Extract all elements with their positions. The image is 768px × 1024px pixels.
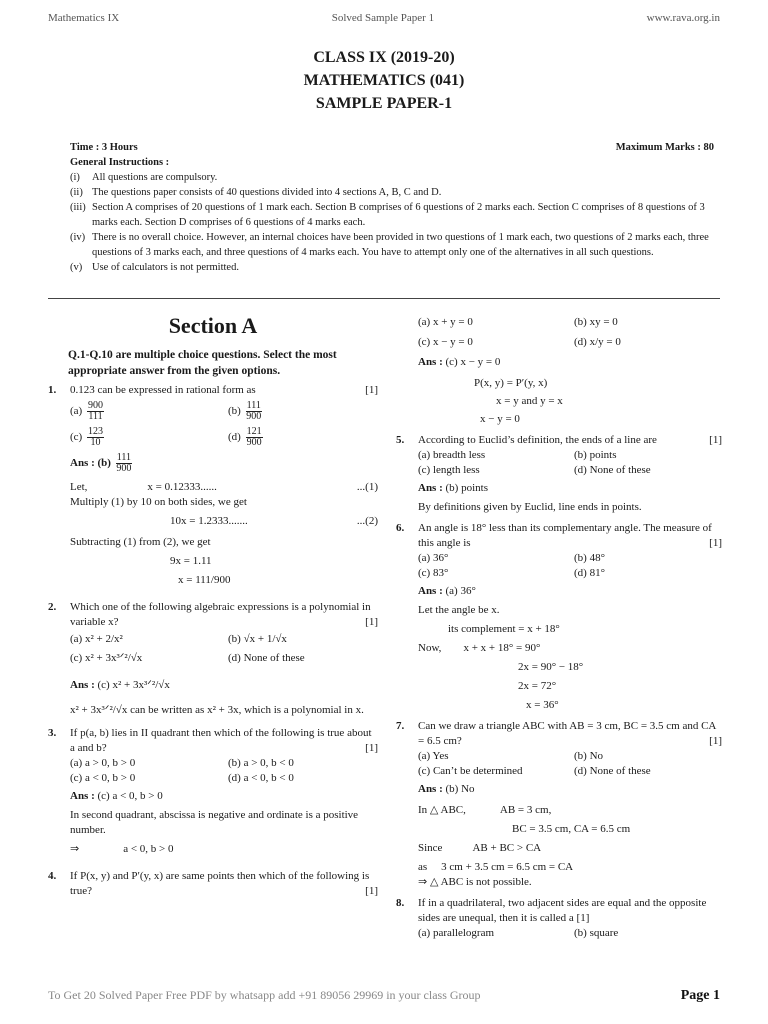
question-1: 1. 0.123 can be expressed in rational form as [1] — [48, 384, 378, 396]
left-column — [48, 312, 378, 899]
working-line: its complement = x + 18° — [448, 623, 560, 635]
instruction-item: (v) Use of calculators is not permitted. — [70, 262, 239, 273]
option-c: (c) x² + 3x³ᐟ²/√x — [70, 652, 143, 664]
question-text: If in a quadrilateral, two adjacent sides are equal and the opposite sides are unequal, then it is called a — [418, 897, 707, 924]
option-b: (b) square — [574, 927, 619, 939]
section-heading: Section A — [168, 313, 258, 338]
option-b: (b) a > 0, b < 0 — [228, 757, 294, 769]
options — [418, 312, 722, 352]
option-c: (c) x − y = 0 — [418, 336, 473, 348]
question-4: 4. If P(x, y) and P′(y, x) are same points then which of the following is true? [1] — [48, 870, 378, 897]
option-a: (a) a > 0, b > 0 — [70, 757, 136, 769]
option-d: (d) 81° — [574, 567, 605, 579]
option-b: (b) No — [574, 750, 604, 762]
instruction-item: (ii) The questions paper consists of 40 questions divided into 4 sections A, B, C and D. — [70, 187, 442, 198]
working-line: Let the angle be x. — [418, 604, 500, 616]
working-line: By definitions given by Euclid, line ends in points. — [418, 501, 642, 513]
option-d: (d) None of these — [228, 652, 305, 664]
options — [418, 551, 722, 581]
mcq-instruction: Q.1-Q.10 are multiple choice questions. Select the most appropriate answer from the given options. — [68, 349, 337, 377]
working-line: ⇒ △ ABC is not possible. — [418, 876, 532, 888]
working-line: 2x = 72° — [518, 680, 557, 692]
option-d: (d) None of these — [574, 765, 651, 777]
option-b: (b) xy = 0 — [574, 316, 618, 328]
option-c: (c) a < 0, b > 0 — [70, 772, 136, 784]
footer-promo: To Get 20 Solved Paper Free PDF by whatsapp add +91 89056 29969 in your class Group — [48, 988, 481, 1002]
working: 10x = 1.2333....... ...(2) — [170, 515, 378, 527]
options — [418, 448, 722, 478]
answer: Ans : (c) a < 0, b > 0 — [70, 790, 163, 802]
option-a: (a) $\frac{900}{111}$ — [70, 399, 103, 422]
working-line: Subtracting (1) from (2), we get — [70, 536, 211, 548]
question-text: 0.123 can be expressed in rational form as — [70, 384, 256, 396]
question-mark: [1] — [709, 434, 722, 446]
header-paper: Solved Sample Paper 1 — [331, 12, 435, 24]
question-3: 3. If p(a, b) lies in II quadrant then which of the following is true about a and b? [1] — [48, 727, 378, 754]
options — [418, 926, 722, 941]
options — [418, 749, 722, 779]
divider — [48, 298, 720, 299]
answer: Ans : (c) x − y = 0 — [418, 356, 501, 368]
working-line: Since AB + BC > CA — [418, 842, 542, 854]
working-line: P(x, y) = P′(y, x) — [474, 377, 548, 389]
running-header — [48, 12, 720, 24]
option-b: (b) $\frac{111}{900}$ — [228, 399, 262, 422]
question-text: Which one of the following algebraic expressions is a polynomial in variable x? — [70, 601, 371, 628]
question-mark: [1] — [709, 735, 722, 747]
question-mark: [1] — [576, 912, 590, 924]
question-mark: [1] — [709, 537, 722, 549]
option-c: (c) Can’t be determined — [418, 765, 523, 777]
instruction-item: (iii) Section A comprises of 20 questions of 1 mark each. Section B comprises of 6 questions of 2 marks each. Section C comprises of 8 questions of 3 marks each. Section D comprises of 6 questions of 4 marks each. — [70, 202, 705, 228]
option-a: (a) 36° — [418, 552, 449, 564]
question-8: 8. If in a quadrilateral, two adjacent sides are equal and the opposite sides are unequal, then it is called a [1] — [396, 897, 707, 924]
answer: Ans : (b) $\frac{111}{900}$ — [70, 452, 132, 474]
option-b: (b) √x + 1/√x — [228, 633, 287, 645]
option-b: (b) 48° — [574, 552, 605, 564]
instruction-item: (i) All questions are compulsory. — [70, 172, 218, 183]
question-mark: [1] — [365, 616, 378, 628]
question-6: 6. An angle is 18° less than its complementary angle. The measure of this angle is [1] — [396, 522, 722, 549]
header-subject: Mathematics IX — [48, 12, 120, 24]
title-class: CLASS IX (2019-20) — [313, 49, 455, 66]
working-line: ⇒ a < 0, b > 0 — [70, 843, 174, 855]
option-d: (d) x/y = 0 — [574, 336, 621, 348]
option-b: (b) points — [574, 449, 617, 461]
question-text: If P(x, y) and P′(y, x) are same points then which of the following is true? — [70, 870, 370, 897]
options — [70, 756, 378, 786]
paper-meta — [70, 140, 714, 275]
footer — [48, 988, 720, 1004]
working-line: In second quadrant, abscissa is negative and ordinate is a positive number. — [70, 809, 359, 836]
working-line: x = 36° — [526, 699, 559, 711]
option-a: (a) x + y = 0 — [418, 316, 473, 328]
option-d: (d) None of these — [574, 464, 651, 476]
option-d: (d) a < 0, b < 0 — [228, 772, 294, 784]
question-mark: [1] — [365, 742, 378, 754]
max-marks-label: Maximum Marks : 80 — [615, 142, 714, 153]
answer: Ans : (b) points — [418, 482, 488, 494]
working-line: In △ ABC, AB = 3 cm, — [418, 804, 552, 816]
paper-titles — [0, 46, 768, 115]
options — [70, 398, 378, 450]
answer: Ans : (a) 36° — [418, 585, 476, 597]
question-text: If p(a, b) lies in II quadrant then which of the following is true about a and b? — [70, 727, 372, 754]
option-d: (d) $\frac{121}{900}$ — [228, 425, 262, 448]
question-text: An angle is 18° less than its complementary angle. The measure of this angle is — [418, 522, 712, 549]
question-mark: [1] — [365, 384, 378, 396]
answer: Ans : (c) x² + 3x³ᐟ²/√x — [70, 679, 170, 691]
page-number: Page 1 — [680, 988, 720, 1003]
instruction-item: (iv) There is no overall choice. However, an internal choices have been provided in two questions of 1 mark each, two questions of 2 marks each, three questions of 3 marks each, and three questions of 4 marks each. You have to attempt only one of the alternatives in all such questions. — [70, 232, 709, 258]
option-a: (a) breadth less — [418, 449, 486, 461]
general-instructions-heading: General Instructions : — [70, 157, 170, 168]
title-paper: SAMPLE PAPER-1 — [315, 95, 453, 112]
working-line: x² + 3x³ᐟ²/√x can be written as x² + 3x, which is a polynomial in x. — [70, 704, 364, 716]
working-line: as 3 cm + 3.5 cm = 6.5 cm = CA — [418, 861, 574, 873]
option-c: (c) length less — [418, 464, 480, 476]
working-line: 2x = 90° − 18° — [518, 661, 584, 673]
working-line: 9x = 1.11 — [170, 555, 212, 567]
working-line: x = 111/900 — [178, 574, 231, 586]
option-a: (a) parallelogram — [418, 927, 495, 939]
working: Let, x = 0.12333...... ...(1) — [70, 481, 378, 493]
working-line: Multiply (1) by 10 on both sides, we get — [70, 496, 247, 508]
question-text: Can we draw a triangle ABC with AB = 3 cm, BC = 3.5 cm and CA = 6.5 cm? — [418, 720, 716, 747]
title-subject: MATHEMATICS (041) — [303, 72, 465, 89]
question-text: According to Euclid’s definition, the ends of a line are — [418, 434, 657, 446]
question-5: 5. According to Euclid’s definition, the ends of a line are [1] — [396, 434, 722, 446]
working-line: BC = 3.5 cm, CA = 6.5 cm — [512, 823, 631, 835]
question-7: 7. Can we draw a triangle ABC with AB = 3 cm, BC = 3.5 cm and CA = 6.5 cm? [1] — [396, 720, 722, 747]
option-a: (a) Yes — [418, 750, 449, 762]
right-column — [396, 312, 722, 941]
option-c: (c) 83° — [418, 567, 449, 579]
header-website: www.rava.org.in — [646, 12, 720, 24]
option-c: (c) $\frac{123}{10}$ — [70, 425, 103, 448]
option-a: (a) x² + 2/x² — [70, 633, 123, 645]
working-line: x = y and y = x — [496, 395, 563, 407]
working-line: x − y = 0 — [480, 413, 520, 425]
options — [70, 630, 378, 668]
question-2: 2. Which one of the following algebraic expressions is a polynomial in variable x? [1] — [48, 601, 378, 628]
time-label: Time : 3 Hours — [70, 142, 138, 153]
answer: Ans : (b) No — [418, 783, 475, 795]
question-mark: [1] — [365, 885, 378, 897]
working-line: Now, x + x + 18° = 90° — [418, 642, 541, 654]
